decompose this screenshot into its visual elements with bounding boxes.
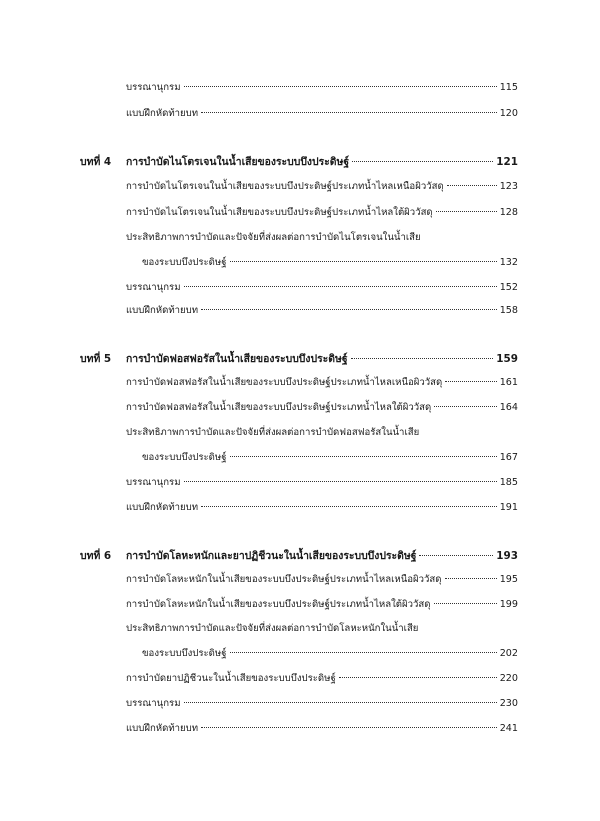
leader-dots xyxy=(184,86,497,87)
toc-entry xyxy=(126,80,518,95)
toc-entry xyxy=(126,179,518,194)
toc-entry-page: 158 xyxy=(499,305,518,316)
toc-entry-title: ประสิทธิภาพการบำบัดและปัจจัยที่ส่งผลต่อการบำบัดโลหะหนักในน้ำเสีย xyxy=(126,623,419,634)
leader-dots xyxy=(352,161,493,162)
toc-entry-title: การบำบัดฟอสฟอรัสในน้ำเสียของระบบบึงประดิษฐ์ประเภทน้ำไหลเหนือผิววัสดุ xyxy=(126,377,443,388)
toc-chapter xyxy=(80,547,518,564)
toc-entry-title: การบำบัดโลหะหนักในน้ำเสียของระบบบึงประดิษฐ์ประเภทน้ำไหลเหนือผิววัสดุ xyxy=(126,574,442,585)
leader-dots xyxy=(419,555,493,556)
toc-entry-page: 161 xyxy=(499,377,518,388)
toc-entry-page: 195 xyxy=(499,574,518,585)
toc-entry-title: แบบฝึกหัดท้ายบท xyxy=(126,502,199,513)
leader-dots xyxy=(434,406,496,407)
toc-entry-text xyxy=(126,425,518,440)
toc-entry-title: บรรณานุกรม xyxy=(126,477,181,488)
toc-chapter xyxy=(80,350,518,367)
leader-dots xyxy=(445,381,496,382)
toc-entry-title: แบบฝึกหัดท้ายบท xyxy=(126,108,199,119)
toc-entry-title: การบำบัดยาปฏิชีวนะในน้ำเสียของระบบบึงประดิษฐ์ xyxy=(126,673,336,684)
toc-entry-page: 132 xyxy=(499,257,518,268)
toc-entry-page: 128 xyxy=(499,207,518,218)
toc-entry-page: 230 xyxy=(499,698,518,709)
leader-dots xyxy=(445,578,497,579)
toc-entry-page: 115 xyxy=(499,82,518,93)
toc-entry xyxy=(126,500,518,515)
toc-entry xyxy=(126,400,518,415)
leader-dots xyxy=(184,702,497,703)
toc-entry xyxy=(126,572,518,587)
toc-entry-page: 220 xyxy=(499,673,518,684)
toc-entry-title: ประสิทธิภาพการบำบัดและปัจจัยที่ส่งผลต่อการบำบัดฟอสฟอรัสในน้ำเสีย xyxy=(126,427,420,438)
leader-dots xyxy=(230,261,497,262)
leader-dots xyxy=(184,286,497,287)
toc-entry-title: ของระบบบึงประดิษฐ์ xyxy=(142,648,227,659)
toc-entry xyxy=(126,597,518,612)
leader-dots xyxy=(447,185,497,186)
toc-entry-page: 199 xyxy=(499,599,518,610)
toc-entry-page: 123 xyxy=(499,181,518,192)
toc-entry-page: 120 xyxy=(499,108,518,119)
leader-dots xyxy=(201,112,497,113)
toc-entry-page: 152 xyxy=(499,282,518,293)
chapter-title: การบำบัดโลหะหนักและยาปฏิชีวนะในน้ำเสียของระบบบึงประดิษฐ์ xyxy=(126,550,417,562)
toc-entry xyxy=(142,450,518,465)
toc-entry xyxy=(126,671,518,686)
toc-entry xyxy=(126,106,518,121)
toc-entry-title: ของระบบบึงประดิษฐ์ xyxy=(142,452,227,463)
chapter-page: 121 xyxy=(496,156,518,168)
toc-entry-title: การบำบัดไนโตรเจนในน้ำเสียของระบบบึงประดิษฐ์ประเภทน้ำไหลเหนือผิววัสดุ xyxy=(126,181,444,192)
leader-dots xyxy=(434,603,497,604)
chapter-page: 159 xyxy=(496,353,518,365)
toc-entry-page: 164 xyxy=(499,402,518,413)
leader-dots xyxy=(230,456,497,457)
toc-entry xyxy=(142,255,518,270)
toc-entry xyxy=(126,721,518,736)
leader-dots xyxy=(436,211,497,212)
leader-dots xyxy=(230,652,497,653)
chapter-title: การบำบัดฟอสฟอรัสในน้ำเสียของระบบบึงประดิษฐ์ xyxy=(126,353,348,365)
chapter-page: 193 xyxy=(496,550,518,562)
toc-entry-title: ของระบบบึงประดิษฐ์ xyxy=(142,257,227,268)
leader-dots xyxy=(201,727,497,728)
toc-entry-title: การบำบัดฟอสฟอรัสในน้ำเสียของระบบบึงประดิษฐ์ประเภทน้ำไหลใต้ผิววัสดุ xyxy=(126,402,432,413)
toc-entry xyxy=(126,696,518,711)
toc-entry-title: บรรณานุกรม xyxy=(126,698,181,709)
toc-entry xyxy=(126,375,518,390)
chapter-title: การบำบัดไนโตรเจนในน้ำเสียของระบบบึงประดิษฐ์ xyxy=(126,156,350,168)
toc-entry-page: 185 xyxy=(499,477,518,488)
leader-dots xyxy=(184,481,497,482)
toc-entry-page: 241 xyxy=(499,723,518,734)
leader-dots xyxy=(201,309,497,310)
chapter-label: บทที่ 5 xyxy=(80,353,112,365)
toc-entry-title: การบำบัดไนโตรเจนในน้ำเสียของระบบบึงประดิษฐ์ประเภทน้ำไหลใต้ผิววัสดุ xyxy=(126,207,433,218)
toc-entry xyxy=(126,280,518,295)
toc-chapter xyxy=(80,153,518,170)
toc-entry xyxy=(126,475,518,490)
toc-entry-title: ประสิทธิภาพการบำบัดและปัจจัยที่ส่งผลต่อการบำบัดไนโตรเจนในน้ำเสีย xyxy=(126,232,421,243)
toc-entry-title: บรรณานุกรม xyxy=(126,282,181,293)
toc-entry xyxy=(126,205,518,220)
leader-dots xyxy=(351,358,494,359)
chapter-label: บทที่ 4 xyxy=(80,156,112,168)
toc-entry-page: 202 xyxy=(499,648,518,659)
leader-dots xyxy=(201,506,497,507)
chapter-label: บทที่ 6 xyxy=(80,550,112,562)
toc-entry-title: แบบฝึกหัดท้ายบท xyxy=(126,723,199,734)
toc-entry-title: บรรณานุกรม xyxy=(126,82,181,93)
toc-entry-text xyxy=(126,621,518,636)
toc-entry-title: การบำบัดโลหะหนักในน้ำเสียของระบบบึงประดิษฐ์ประเภทน้ำไหลใต้ผิววัสดุ xyxy=(126,599,431,610)
toc-entry-page: 167 xyxy=(499,452,518,463)
toc-entry xyxy=(142,646,518,661)
toc-entry-text xyxy=(126,230,518,245)
leader-dots xyxy=(339,677,497,678)
toc-entry-page: 191 xyxy=(499,502,518,513)
toc-entry-title: แบบฝึกหัดท้ายบท xyxy=(126,305,199,316)
toc-entry xyxy=(126,303,518,318)
